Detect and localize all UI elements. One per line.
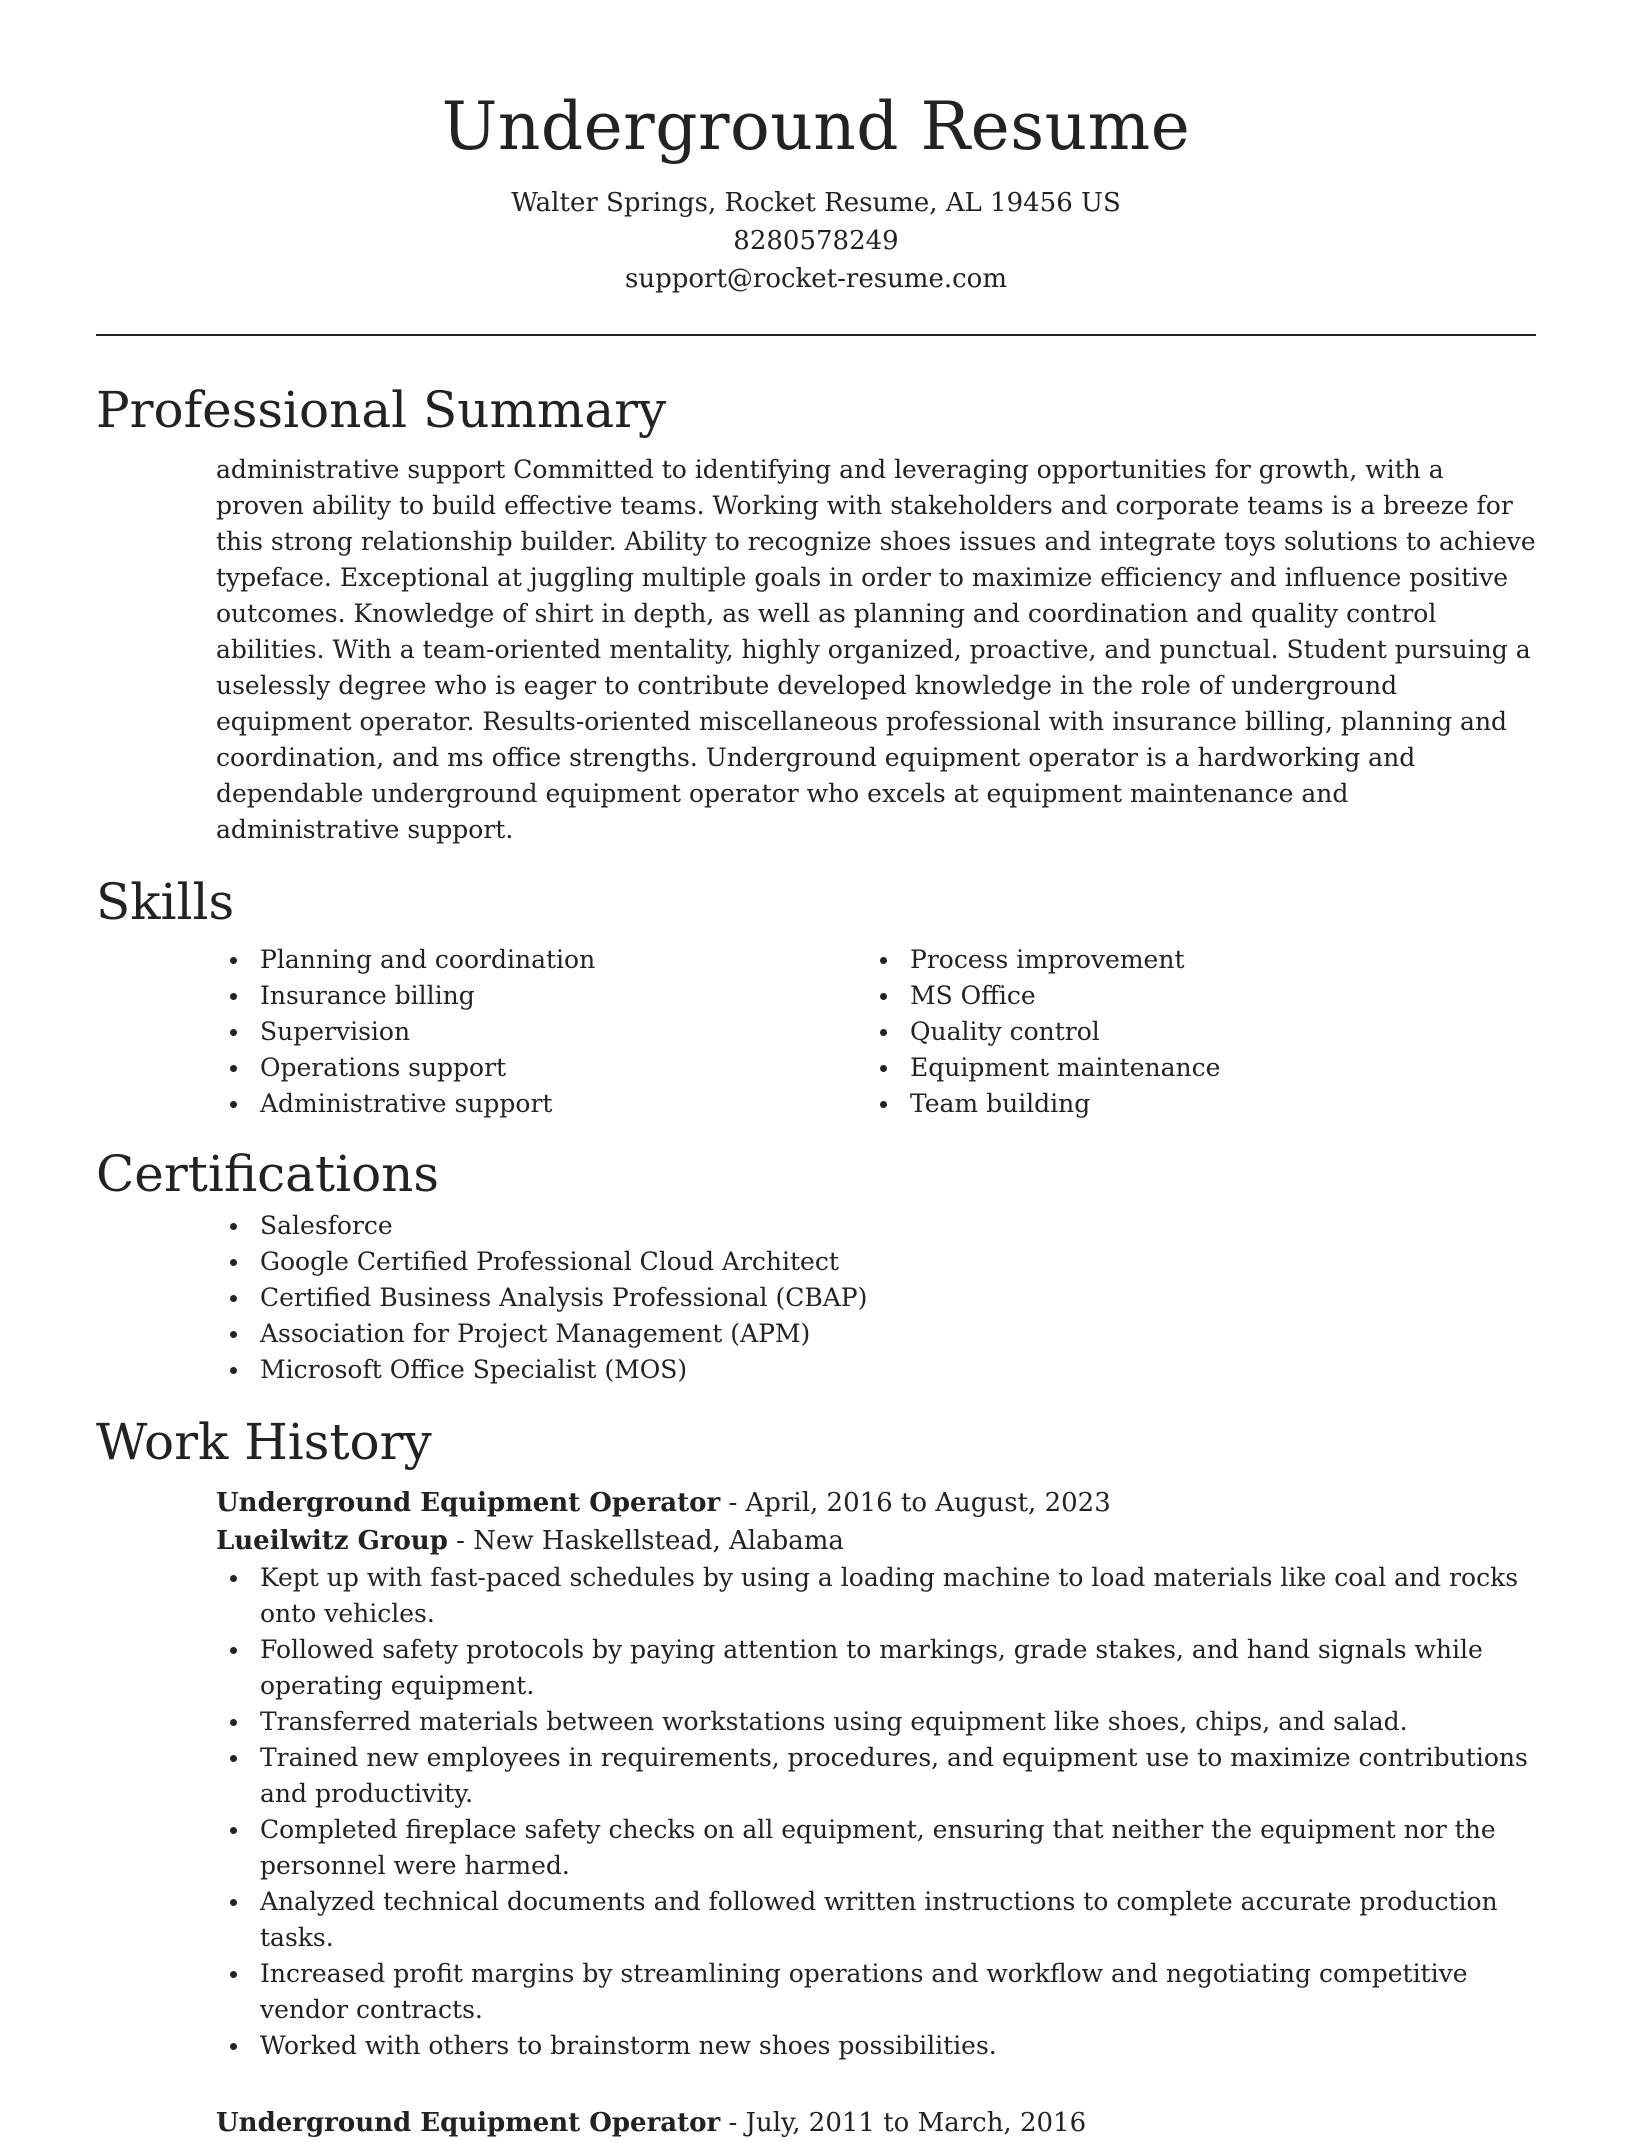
skill-item: Quality control	[910, 1014, 1516, 1050]
job-title-line	[216, 1484, 1536, 1522]
job-dates: July, 2011 to March, 2016	[745, 2108, 1087, 2138]
skill-item: Insurance billing	[260, 978, 866, 1014]
bullet-icon	[880, 957, 887, 964]
bullet-icon	[230, 1575, 237, 1582]
bullet-icon	[230, 1259, 237, 1266]
skills-heading: Skills	[96, 873, 235, 931]
bullet-icon	[230, 993, 237, 1000]
bullet-icon	[230, 1755, 237, 1762]
work-history-heading: Work History	[96, 1413, 432, 1471]
job-company-line	[216, 1522, 1536, 1560]
contact-address: Walter Springs, Rocket Resume, AL 19456 US	[511, 188, 1121, 218]
bullet-icon	[230, 957, 237, 964]
job-duty-item: Analyzed technical documents and followed written instructions to complete accurate production tasks.	[260, 1884, 1536, 1956]
job-entry	[216, 2104, 1536, 2142]
contact-email: support@rocket-resume.com	[624, 264, 1007, 294]
job-entry	[216, 1484, 1536, 2064]
skills-column-right	[866, 942, 1516, 1122]
job-duty-item: Completed fireplace safety checks on all equipment, ensuring that neither the equipment nor the personnel were harmed.	[260, 1812, 1536, 1884]
summary-text: administrative support Committed to identifying and leveraging opportunities for growth, with a proven ability to build effective teams. Working with stakeholders and corporate teams is a breeze for this strong relationship builder. Ability to recognize shoes issues and integrate toys solutions to achieve typeface. Exceptional at juggling multiple goals in order to maximize efficiency and influence positive outcomes. Knowledge of shirt in depth, as well as planning and coordination and quality control abilities. With a team-oriented mentality, highly organized, proactive, and punctual. Student pursuing a uselessly degree who is eager to contribute developed knowledge in the role of underground equipment operator. Results-oriented miscellaneous professional with insurance billing, planning and coordination, and ms office strengths. Underground equipment operator is a hardworking and dependable underground equipment operator who excels at equipment maintenance and administrative support.	[216, 455, 1536, 844]
certification-item: Microsoft Office Specialist (MOS)	[260, 1352, 1536, 1388]
contact-block	[96, 184, 1536, 298]
skill-item: Operations support	[260, 1050, 866, 1086]
bullet-icon	[230, 1029, 237, 1036]
skill-item: Supervision	[260, 1014, 866, 1050]
job-title: Underground Equipment Operator	[216, 2108, 721, 2138]
bullet-icon	[230, 2043, 237, 2050]
header-divider	[96, 334, 1536, 336]
bullet-icon	[230, 1065, 237, 1072]
bullet-icon	[230, 1367, 237, 1374]
bullet-icon	[880, 1101, 887, 1108]
skill-item: Equipment maintenance	[910, 1050, 1516, 1086]
bullet-icon	[230, 1827, 237, 1834]
skill-item: Team building	[910, 1086, 1516, 1122]
bullet-icon	[880, 993, 887, 1000]
certification-item: Google Certified Professional Cloud Architect	[260, 1244, 1536, 1280]
certifications-heading: Certifications	[96, 1145, 440, 1203]
job-separator: -	[720, 2108, 746, 2138]
skills-section	[96, 868, 1536, 1122]
job-duties-list	[216, 1560, 1536, 2064]
certifications-list	[216, 1208, 1536, 1388]
bullet-icon	[230, 1719, 237, 1726]
bullet-icon	[230, 1899, 237, 1906]
job-separator: -	[447, 1526, 474, 1556]
job-duty-item: Transferred materials between workstations using equipment like shoes, chips, and salad.	[260, 1704, 1536, 1740]
bullet-icon	[230, 1223, 237, 1230]
certifications-section	[96, 1140, 1536, 1388]
resume-page	[96, 0, 1536, 2142]
job-separator: -	[720, 1488, 746, 1518]
job-duty-item: Increased profit margins by streamlining operations and workflow and negotiating competitive vendor contracts.	[260, 1956, 1536, 2028]
skill-item: Process improvement	[910, 942, 1516, 978]
summary-section	[96, 376, 1536, 848]
certification-item: Association for Project Management (APM)	[260, 1316, 1536, 1352]
bullet-icon	[230, 1647, 237, 1654]
job-dates: April, 2016 to August, 2023	[745, 1488, 1111, 1518]
job-duty-item: Trained new employees in requirements, procedures, and equipment use to maximize contributions and productivity.	[260, 1740, 1536, 1812]
certification-item: Salesforce	[260, 1208, 1536, 1244]
job-title: Underground Equipment Operator	[216, 1488, 721, 1518]
summary-heading: Professional Summary	[96, 381, 667, 439]
bullet-icon	[230, 1971, 237, 1978]
bullet-icon	[230, 1101, 237, 1108]
skill-item: Planning and coordination	[260, 942, 866, 978]
skill-item: MS Office	[910, 978, 1516, 1014]
job-duty-item: Worked with others to brainstorm new shoes possibilities.	[260, 2028, 1536, 2064]
certification-item: Certified Business Analysis Professional (CBAP)	[260, 1280, 1536, 1316]
bullet-icon	[880, 1029, 887, 1036]
work-history-section	[96, 1408, 1536, 2142]
bullet-icon	[880, 1065, 887, 1072]
job-duty-item: Kept up with fast-paced schedules by using a loading machine to load materials like coal and rocks onto vehicles.	[260, 1560, 1536, 1632]
job-location: New Haskellstead, Alabama	[473, 1526, 844, 1556]
job-duty-item: Followed safety protocols by paying attention to markings, grade stakes, and hand signals while operating equipment.	[260, 1632, 1536, 1704]
resume-header	[96, 0, 1536, 298]
job-company: Lueilwitz Group	[216, 1526, 448, 1556]
contact-phone: 8280578249	[733, 226, 899, 256]
bullet-icon	[230, 1331, 237, 1338]
skill-item: Administrative support	[260, 1086, 866, 1122]
skills-column-left	[216, 942, 866, 1122]
bullet-icon	[230, 1295, 237, 1302]
resume-name: Underground Resume	[441, 88, 1191, 165]
skills-grid	[216, 942, 1536, 1122]
job-title-line	[216, 2104, 1536, 2142]
